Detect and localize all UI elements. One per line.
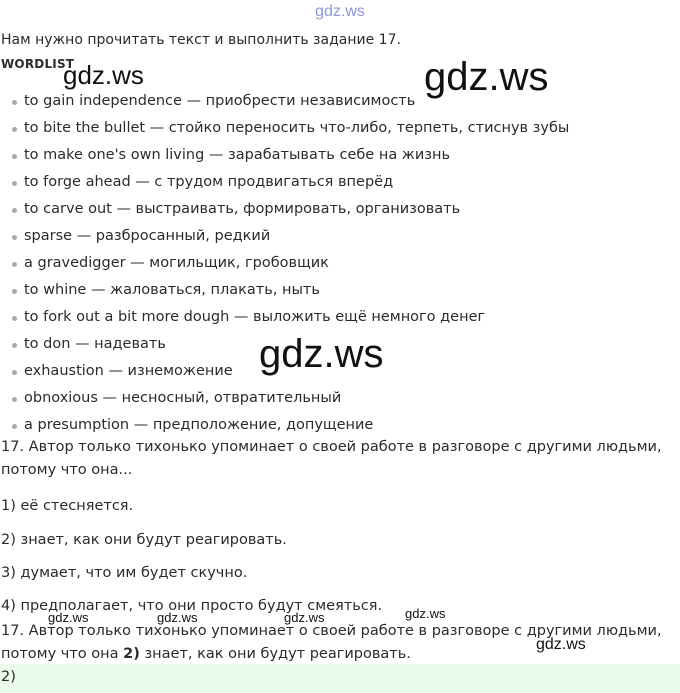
final-answer: 2) [1, 669, 16, 685]
final-answer-bar [0, 664, 680, 693]
watermark: gdz.ws [424, 55, 549, 99]
wordlist-item: sparse — разбросанный, редкий [0, 223, 569, 250]
wordlist-item: to whine — жаловаться, плакать, ныть [0, 277, 569, 304]
answer-option-3: 3) думает, что им будет скучно. [1, 565, 248, 581]
wordlist-item: obnoxious — несносный, отвратительный [0, 385, 569, 412]
answer-option-2: 2) знает, как они будут реагировать. [1, 532, 287, 548]
answer-choice: 2) [123, 646, 140, 662]
wordlist-item: a gravedigger — могильщик, гробовщик [0, 250, 569, 277]
intro-text: Нам нужно прочитать текст и выполнить задание 17. [1, 32, 401, 48]
watermark: gdz.ws [48, 610, 89, 625]
question-text: 17. Автор только тихонько упоминает о своей работе в разговоре с другими людьми, потому что она... [1, 439, 662, 478]
watermark: gdz.ws [284, 610, 325, 625]
answer-option-4: 4) предполагает, что они просто будут смеяться. [1, 598, 383, 614]
wordlist-item: to make one's own living — зарабатывать себе на жизнь [0, 142, 569, 169]
wordlist-item: to fork out a bit more dough — выложить ещё немного денег [0, 304, 569, 331]
answer-suffix: знает, как они будут реагировать. [139, 646, 411, 662]
wordlist-item: to don — надевать [0, 331, 569, 358]
wordlist [0, 88, 569, 439]
watermark: gdz.ws [536, 636, 586, 653]
watermark: gdz.ws [405, 606, 446, 621]
wordlist-item: to bite the bullet — стойко переносить что-либо, терпеть, стиснув зубы [0, 115, 569, 142]
answer-prefix: 17. Автор только тихонько упоминает о своей работе в разговоре с другими людьми, потому что она [1, 623, 662, 662]
wordlist-item: to carve out — выстраивать, формировать, организовать [0, 196, 569, 223]
watermark-top: gdz.ws [315, 3, 365, 20]
wordlist-item: a presumption — предположение, допущение [0, 412, 569, 439]
watermark: gdz.ws [63, 60, 144, 90]
watermark: gdz.ws [157, 610, 198, 625]
answer-option-1: 1) её стесняется. [1, 498, 134, 514]
watermark: gdz.ws [259, 332, 384, 376]
wordlist-item: to forge ahead — с трудом продвигаться вперёд [0, 169, 569, 196]
wordlist-item: to gain independence — приобрести независимость [0, 88, 569, 115]
wordlist-title: WORDLIST [1, 57, 75, 71]
wordlist-item: exhaustion — изнеможение [0, 358, 569, 385]
